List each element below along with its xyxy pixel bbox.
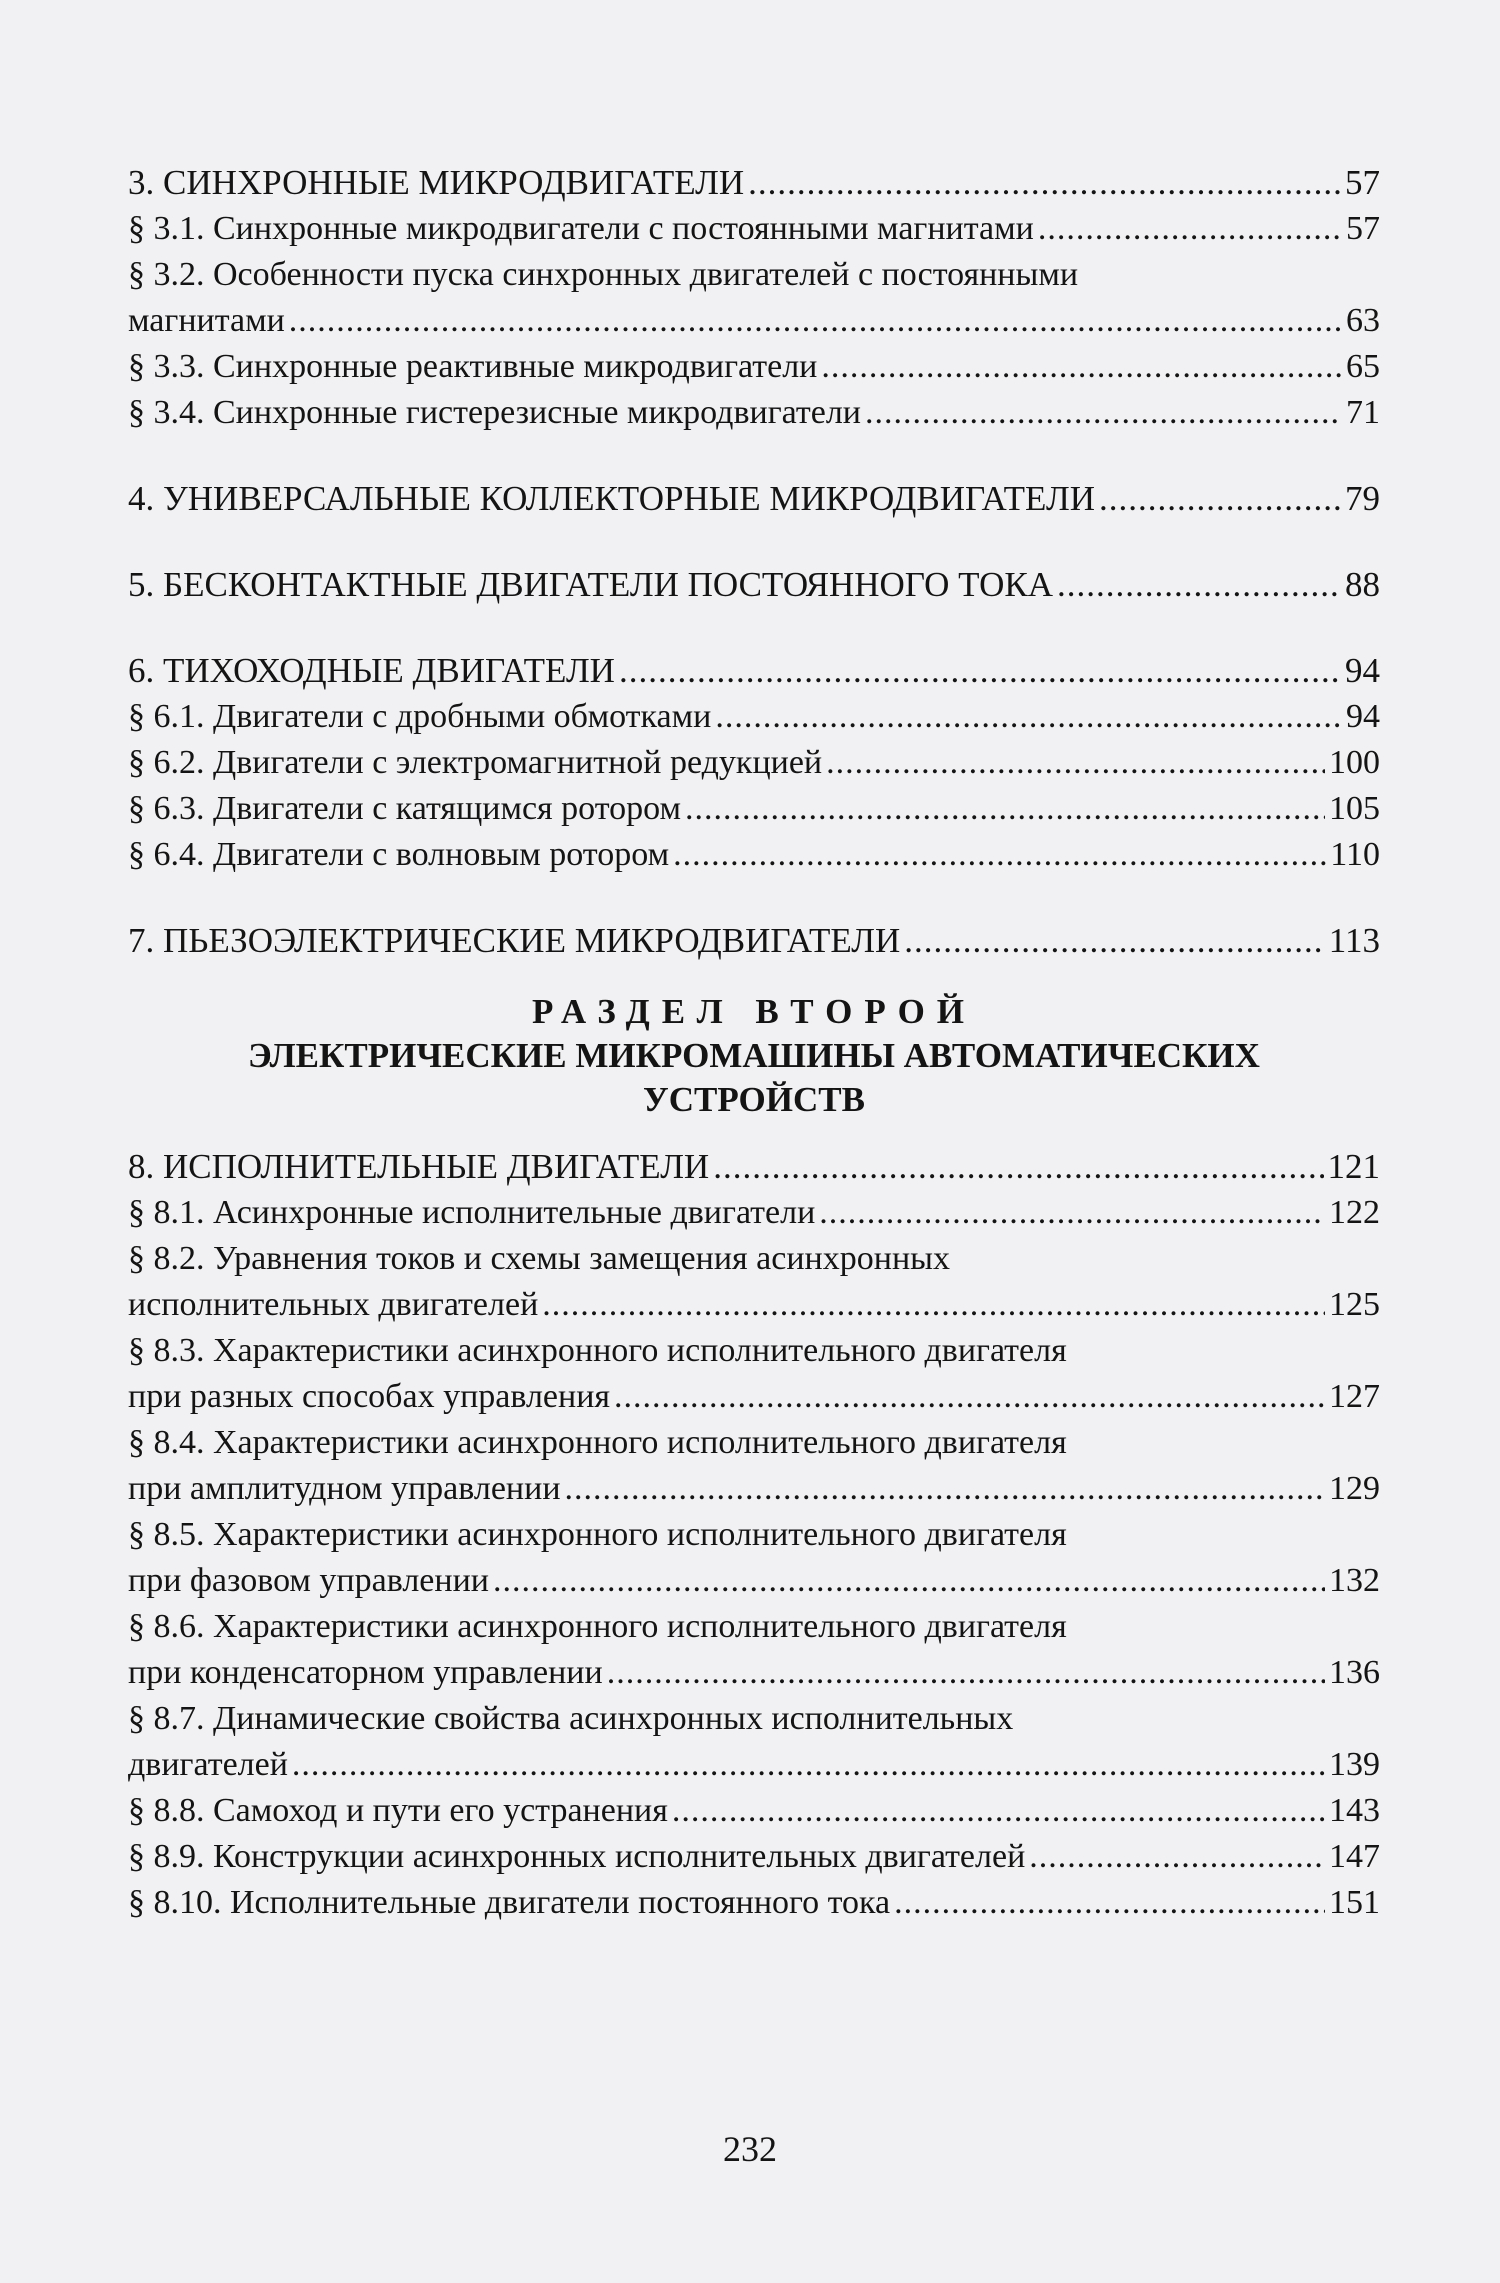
dot-leader <box>565 1466 1325 1512</box>
toc-entry-title: § 8.9. Конструкции асинхронных исполнительных двигателей <box>128 1838 1026 1875</box>
toc-entry-title: § 6.2. Двигатели с электромагнитной редукцией <box>128 744 823 781</box>
toc-page-number: 143 <box>1329 1792 1380 1829</box>
toc-entry-title: § 3.4. Синхронные гистерезисные микродвигатели <box>128 394 861 431</box>
dot-leader <box>821 344 1342 390</box>
toc-chapter <box>128 648 1380 694</box>
toc-entry <box>128 1880 1380 1926</box>
toc-page-number: 57 <box>1345 163 1380 202</box>
dot-leader <box>865 390 1342 436</box>
toc-entry-continuation: при разных способах управления <box>128 1378 611 1415</box>
dot-leader <box>894 1880 1325 1926</box>
section-title-line-2: УСТРОЙСТВ <box>643 1080 865 1119</box>
toc-page-number: 94 <box>1345 651 1380 690</box>
dot-leader <box>748 160 1341 206</box>
toc-entry <box>128 344 1380 390</box>
dot-leader <box>904 918 1325 964</box>
toc-page-number: 132 <box>1329 1562 1380 1599</box>
toc-entry <box>128 832 1380 878</box>
toc-chapter <box>128 1144 1380 1190</box>
toc-page-number: 129 <box>1329 1470 1380 1507</box>
toc-entry-title: 6. ТИХОХОДНЫЕ ДВИГАТЕЛИ <box>128 651 615 690</box>
dot-leader <box>493 1558 1325 1604</box>
toc-page-number: 57 <box>1346 210 1380 247</box>
toc-entry <box>128 206 1380 252</box>
toc-entry-title: § 8.4. Характеристики асинхронного исполнительного двигателя <box>128 1424 1067 1461</box>
toc-page-number: 121 <box>1327 1147 1380 1186</box>
toc-page-number: 94 <box>1346 698 1380 735</box>
toc-entry <box>128 786 1380 832</box>
toc-part-one <box>128 160 1380 964</box>
toc-entry-title: § 8.1. Асинхронные исполнительные двигатели <box>128 1194 816 1231</box>
dot-leader <box>715 694 1342 740</box>
toc-entry-title: § 8.5. Характеристики асинхронного исполнительного двигателя <box>128 1516 1067 1553</box>
table-of-contents <box>128 160 1380 1926</box>
toc-entry-title: § 6.4. Двигатели с волновым ротором <box>128 836 670 873</box>
toc-page-number: 136 <box>1329 1654 1380 1691</box>
toc-entry-continuation: двигателей <box>128 1746 288 1783</box>
dot-leader <box>672 1788 1325 1834</box>
toc-page-number: 127 <box>1329 1378 1380 1415</box>
toc-entry-title: § 3.3. Синхронные реактивные микродвигатели <box>128 348 818 385</box>
toc-entry-title: § 8.8. Самоход и пути его устранения <box>128 1792 668 1829</box>
toc-page-number: 147 <box>1329 1838 1380 1875</box>
toc-page-number: 113 <box>1328 921 1380 960</box>
dot-leader <box>619 648 1341 694</box>
dot-leader <box>673 832 1326 878</box>
page-number: 232 <box>723 2129 777 2169</box>
dot-leader <box>607 1650 1325 1696</box>
toc-entry <box>128 1374 1380 1420</box>
toc-page-number: 63 <box>1346 302 1380 339</box>
toc-entry <box>128 740 1380 786</box>
toc-entry <box>128 1466 1380 1512</box>
toc-page-number: 125 <box>1329 1286 1380 1323</box>
toc-entry-title: § 8.6. Характеристики асинхронного исполнительного двигателя <box>128 1608 1067 1645</box>
toc-entry <box>128 298 1380 344</box>
dot-leader <box>1057 562 1341 608</box>
toc-entry <box>128 1558 1380 1604</box>
dot-leader <box>542 1282 1325 1328</box>
toc-entry-continuation: при фазовом управлении <box>128 1562 489 1599</box>
toc-page-number: 79 <box>1345 479 1380 518</box>
toc-entry-title: § 6.1. Двигатели с дробными обмотками <box>128 698 712 735</box>
dot-leader <box>1099 476 1341 522</box>
toc-entry-title: 3. СИНХРОННЫЕ МИКРОДВИГАТЕЛИ <box>128 163 745 202</box>
toc-entry <box>128 694 1380 740</box>
toc-page-number: 151 <box>1329 1884 1380 1921</box>
toc-chapter <box>128 918 1380 964</box>
toc-entry-continuation: при конденсаторном управлении <box>128 1654 603 1691</box>
toc-entry-continuation: магнитами <box>128 302 285 339</box>
toc-entry-title: § 3.2. Особенности пуска синхронных двигателей с постоянными <box>128 256 1079 293</box>
section-label: РАЗДЕЛ ВТОРОЙ <box>531 992 977 1031</box>
toc-entry-title: 7. ПЬЕЗОЭЛЕКТРИЧЕСКИЕ МИКРОДВИГАТЕЛИ <box>128 921 901 960</box>
toc-entry-title: 4. УНИВЕРСАЛЬНЫЕ КОЛЛЕКТОРНЫЕ МИКРОДВИГАТЕЛИ <box>128 479 1095 518</box>
toc-page-number: 139 <box>1329 1746 1380 1783</box>
toc-page-number: 105 <box>1329 790 1380 827</box>
toc-entry-title: 5. БЕСКОНТАКТНЫЕ ДВИГАТЕЛИ ПОСТОЯННОГО ТОКА <box>128 565 1053 604</box>
toc-chapter <box>128 562 1380 608</box>
dot-leader <box>685 786 1325 832</box>
dot-leader <box>826 740 1325 786</box>
dot-leader <box>1029 1834 1325 1880</box>
toc-chapter <box>128 476 1380 522</box>
toc-entry <box>128 1190 1380 1236</box>
toc-entry-continuation: исполнительных двигателей <box>128 1286 539 1323</box>
toc-entry-title: § 8.10. Исполнительные двигатели постоянного тока <box>128 1884 891 1921</box>
dot-leader <box>1038 206 1342 252</box>
toc-entry-continuation: при амплитудном управлении <box>128 1470 561 1507</box>
toc-entry <box>128 1834 1380 1880</box>
dot-leader <box>289 298 1342 344</box>
toc-entry-title: § 8.2. Уравнения токов и схемы замещения асинхронных <box>128 1240 950 1277</box>
toc-page-number: 65 <box>1346 348 1380 385</box>
toc-part-two <box>128 1144 1380 1926</box>
toc-entry <box>128 1742 1380 1788</box>
toc-page-number: 88 <box>1345 565 1380 604</box>
dot-leader <box>292 1742 1325 1788</box>
toc-entry <box>128 390 1380 436</box>
toc-entry-title: § 8.7. Динамические свойства асинхронных исполнительных <box>128 1700 1014 1737</box>
toc-page-number: 100 <box>1329 744 1380 781</box>
toc-entry-title: § 8.3. Характеристики асинхронного исполнительного двигателя <box>128 1332 1067 1369</box>
toc-entry-title: 8. ИСПОЛНИТЕЛЬНЫЕ ДВИГАТЕЛИ <box>128 1147 710 1186</box>
toc-entry-title: § 3.1. Синхронные микродвигатели с постоянными магнитами <box>128 210 1034 247</box>
toc-page-number: 71 <box>1346 394 1380 431</box>
toc-entry <box>128 1282 1380 1328</box>
toc-entry <box>128 1788 1380 1834</box>
toc-entry <box>128 1650 1380 1696</box>
toc-entry-title: § 6.3. Двигатели с катящимся ротором <box>128 790 682 827</box>
toc-page-number: 110 <box>1330 836 1380 873</box>
dot-leader <box>713 1144 1323 1190</box>
dot-leader <box>614 1374 1325 1420</box>
toc-page-number: 122 <box>1329 1194 1380 1231</box>
toc-chapter <box>128 160 1380 206</box>
section-title-line-1: ЭЛЕКТРИЧЕСКИЕ МИКРОМАШИНЫ АВТОМАТИЧЕСКИХ <box>248 1036 1260 1075</box>
dot-leader <box>819 1190 1325 1236</box>
